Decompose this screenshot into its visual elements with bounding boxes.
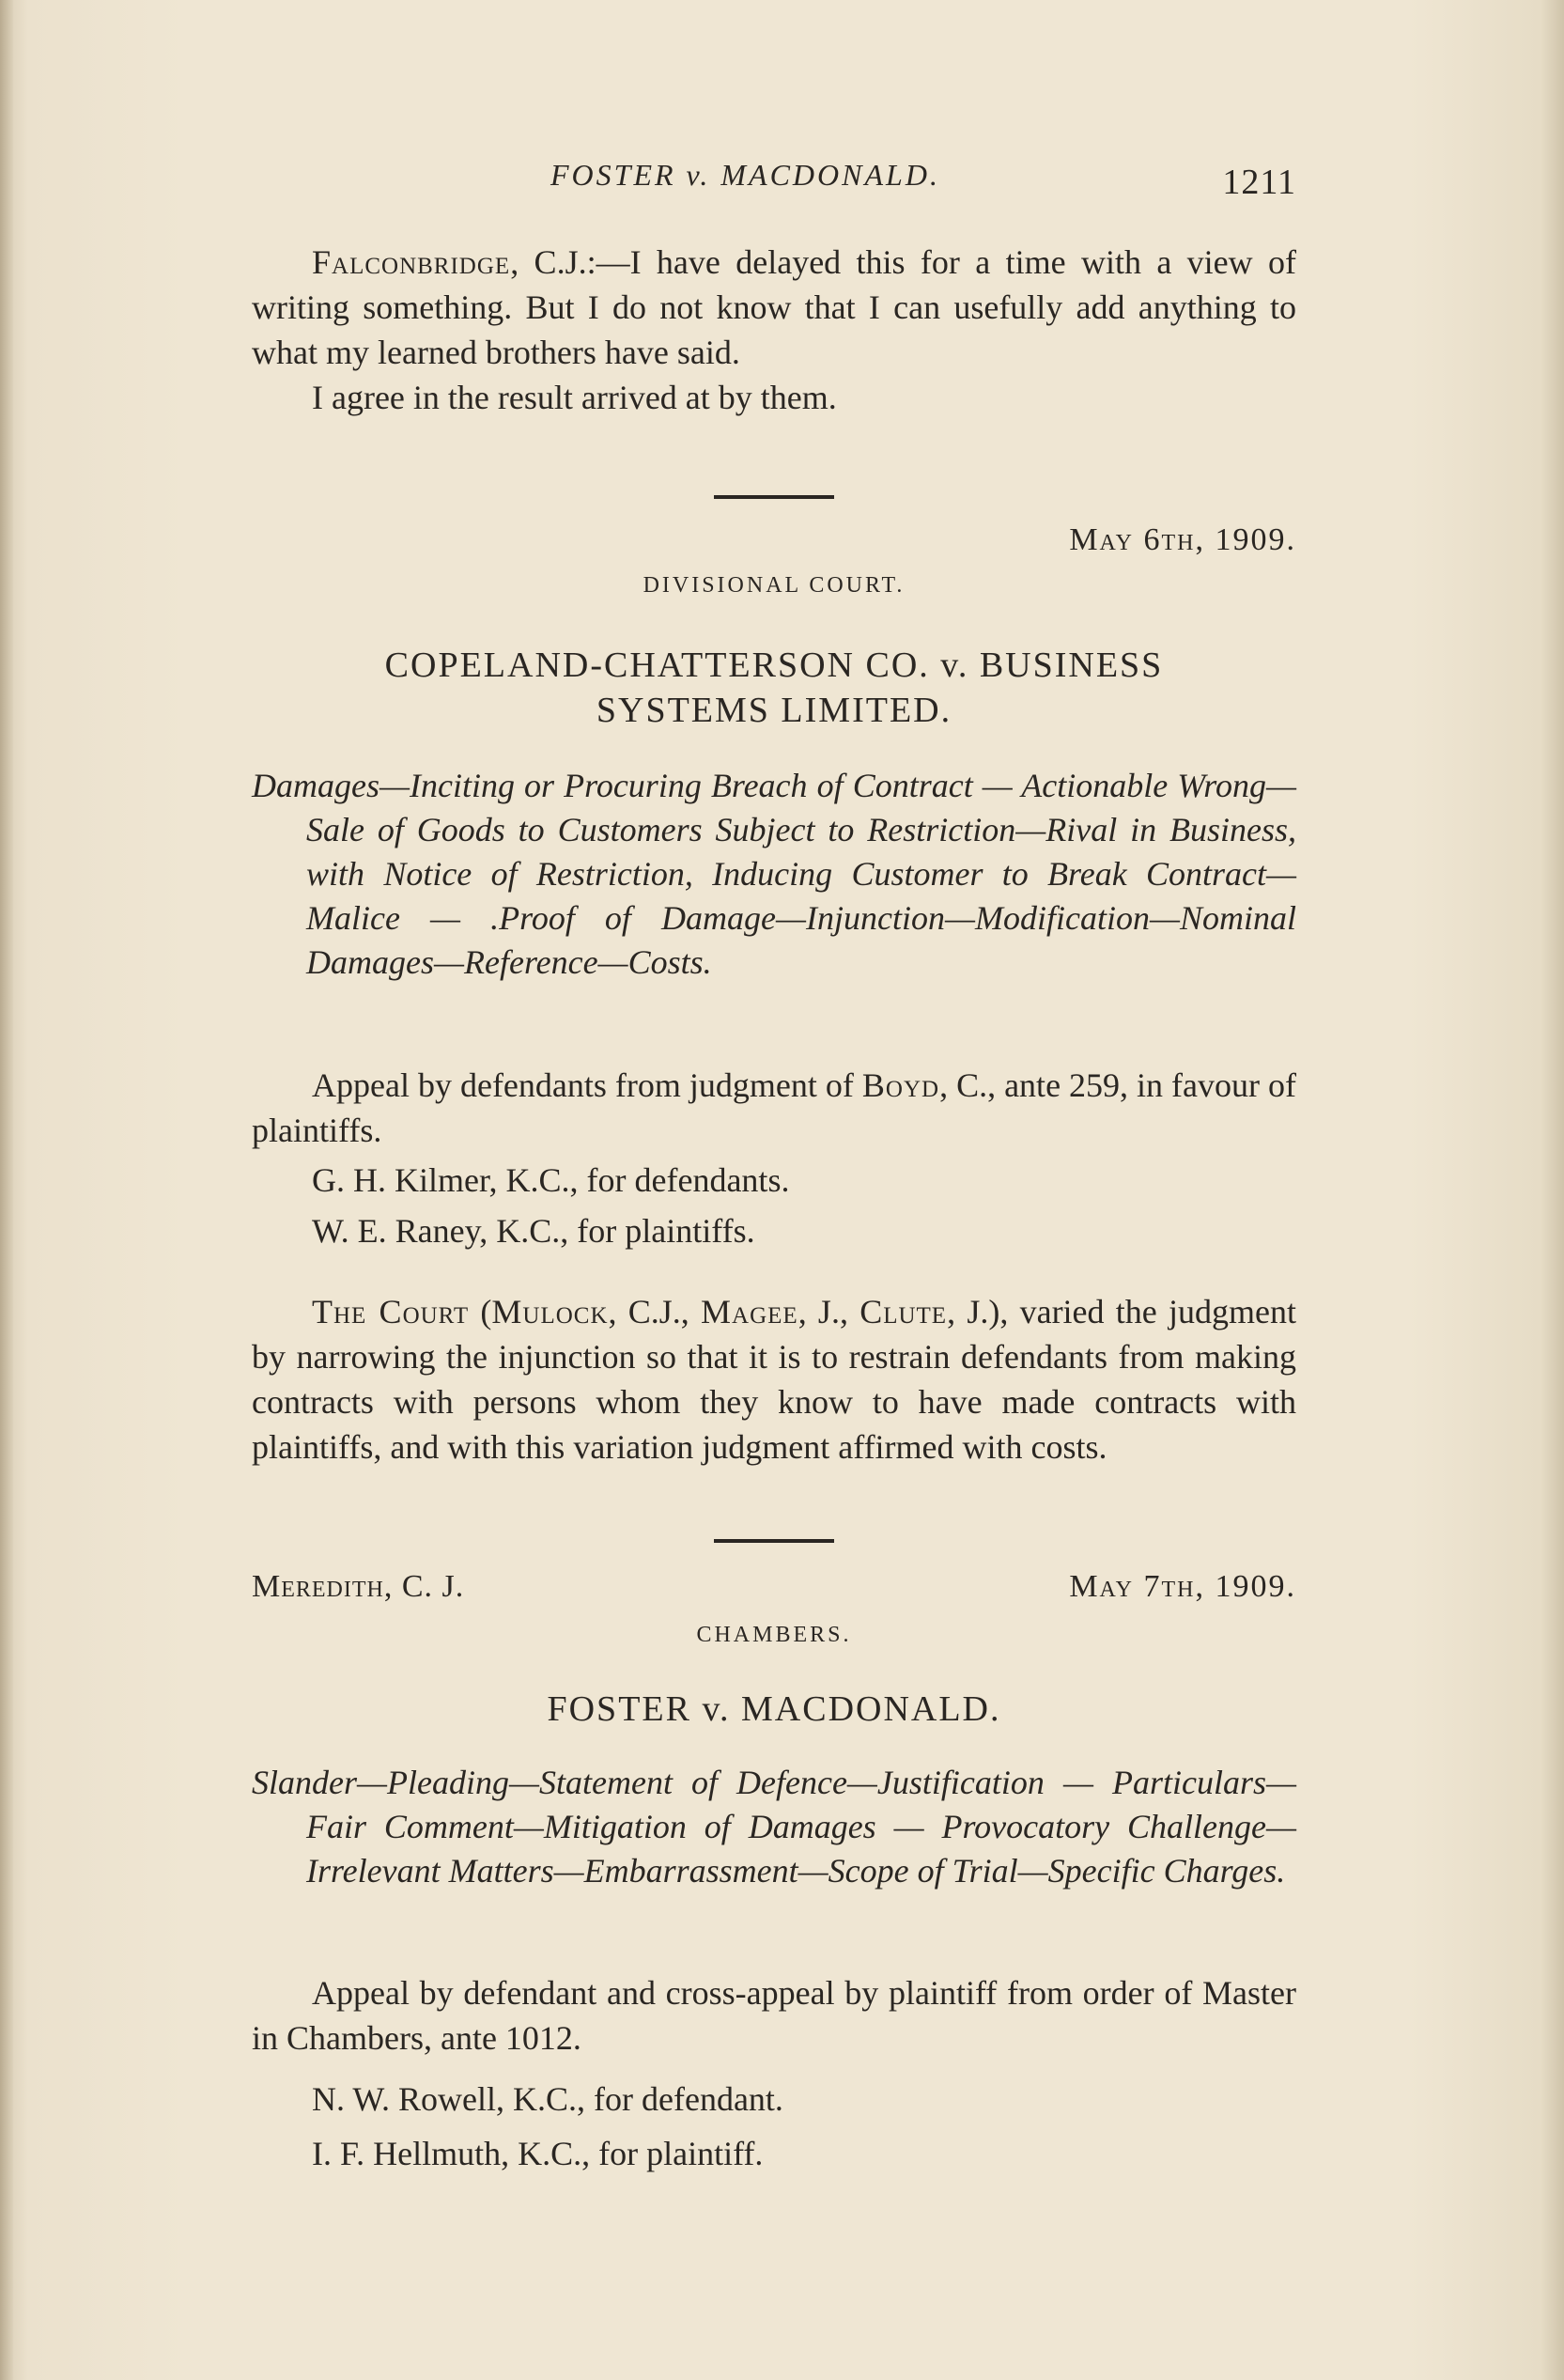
punct: (: [469, 1293, 492, 1330]
section-divider: [714, 495, 834, 499]
appeal-paragraph: [252, 1063, 1296, 1153]
appeal-paragraph: Appeal by defendant and cross-appeal by plaintiff from order of Master in Chambers, ante 1012.: [252, 1974, 1296, 2057]
judge-name: Mulock: [491, 1293, 609, 1330]
court-name: The Court: [312, 1293, 470, 1330]
running-head: FOSTER v. MACDONALD.: [550, 158, 940, 192]
judge-name: Falconbridge: [312, 243, 511, 281]
case2-court: CHAMBERS.: [696, 1623, 852, 1647]
case2-appeal: [252, 1970, 1296, 2061]
judge-title: , J.,: [797, 1293, 860, 1330]
case1-date: May 6th, 1909.: [1069, 522, 1296, 557]
judge-name: Clute: [859, 1293, 948, 1330]
case1-counsel: [252, 1158, 1296, 1253]
counsel-line: N. W. Rowell, K.C., for defendant.: [312, 2080, 783, 2118]
case2-counsel: [252, 2077, 1296, 2176]
page-spine-shadow: [0, 0, 13, 2380]
case1-title-line1: COPELAND-CHATTERSON CO. v. BUSINESS: [384, 646, 1164, 685]
case1-title-line2: SYSTEMS LIMITED.: [596, 691, 952, 730]
judge-title: , C.J.,: [608, 1293, 702, 1330]
case1-appeal: [252, 1063, 1296, 1153]
judge-name: Magee: [701, 1293, 798, 1330]
appeal-text-end: , C., ante 259, in favour of plaintiffs.: [252, 1066, 1297, 1149]
section-divider: [714, 1539, 834, 1543]
case1-judgment: [252, 1289, 1296, 1470]
case1-court: DIVISIONAL COURT.: [643, 573, 906, 598]
case2-headnote: Slander—Pleading—Statement of Defence—Justification — Particulars—Fair Comment—Mitigation of Damages — Provocatory Challenge—Irrelevant Matters—Embarrassment—Scope of Trial—Specific Charges.: [252, 1764, 1296, 1890]
judge-title: , J.),: [947, 1293, 1009, 1330]
counsel-line: G. H. Kilmer, K.C., for defendants.: [312, 1161, 790, 1199]
case2-title: FOSTER v. MACDONALD.: [547, 1689, 1001, 1729]
appeal-judge: Boyd: [861, 1066, 940, 1104]
case2-date: May 7th, 1909.: [1069, 1569, 1296, 1604]
case1-headnote: Damages—Inciting or Procuring Breach of Contract — Actionable Wrong—Sale of Goods to Customers Subject to Restriction—Rival in Business, with Notice of Restriction, Inducing Customer to Break Contract—Malice — .Proof of Damage—Injunction—Modification—Nominal Damages—Reference—Costs.: [252, 767, 1296, 981]
judgment-text: varied the judgment by narrowing the injunction so that it is to restrain defendants from making contracts with persons whom they know to have made contracts with plaintiffs, and with this variation judgment affirmed with costs.: [252, 1293, 1296, 1466]
page-number: 1211: [1222, 163, 1296, 202]
case2-judge: Meredith, C. J.: [252, 1569, 465, 1604]
falconbridge-opinion: [252, 240, 1296, 420]
appeal-text: Appeal by defendants from judgment of: [312, 1066, 862, 1104]
opinion-text: , C.J.:—I have delayed this for a time with a view of writing something. But I do not know that I can usefully add anything to what my learned brothers have said.: [252, 243, 1296, 371]
page-header: [252, 158, 1296, 205]
judgment-paragraph: [252, 1289, 1296, 1470]
counsel-line: I. F. Hellmuth, K.C., for plaintiff.: [312, 2135, 764, 2172]
opinion-paragraph: [252, 240, 1296, 375]
counsel-line: W. E. Raney, K.C., for plaintiffs.: [312, 1212, 755, 1250]
case1-title: [252, 643, 1296, 733]
opinion-conclusion: I agree in the result arrived at by them.: [312, 379, 837, 416]
